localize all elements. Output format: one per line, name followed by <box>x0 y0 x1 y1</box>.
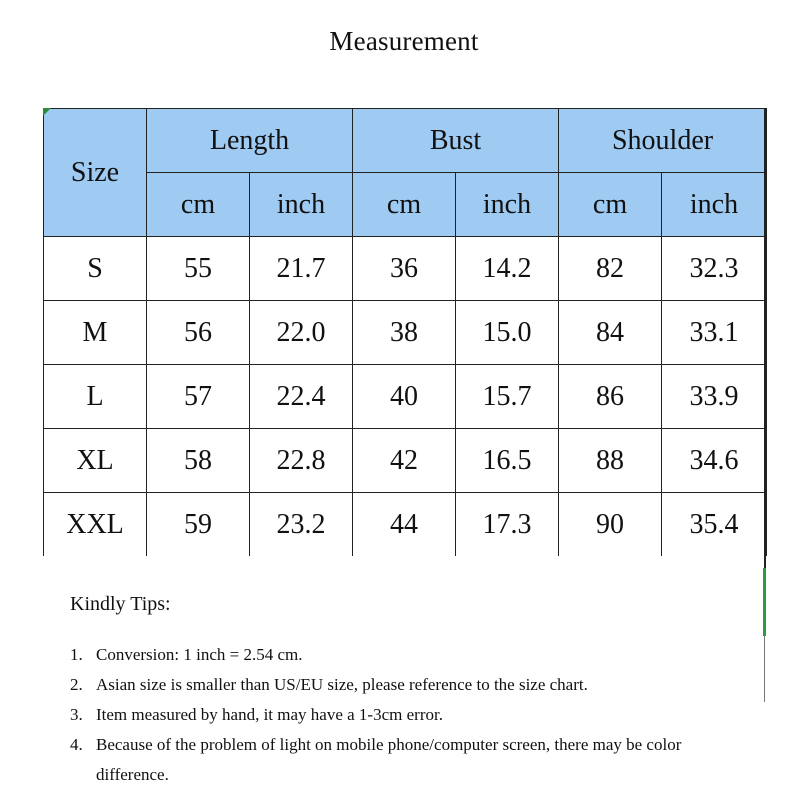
value-cell: 33.9 <box>662 365 767 429</box>
value-cell: 35.4 <box>662 493 767 557</box>
size-cell: XXL <box>44 493 147 557</box>
size-column-header: Size <box>44 109 147 237</box>
unit-header: cm <box>353 173 456 237</box>
tip-text: Conversion: 1 inch = 2.54 cm. <box>96 645 303 664</box>
corner-marker <box>43 108 51 116</box>
tip-number: 3. <box>70 705 83 724</box>
list-item <box>70 730 750 790</box>
value-cell: 88 <box>559 429 662 493</box>
value-cell: 82 <box>559 237 662 301</box>
unit-header: cm <box>559 173 662 237</box>
tips-title: Kindly Tips: <box>70 593 171 615</box>
size-cell: XL <box>44 429 147 493</box>
table-row <box>44 429 767 493</box>
table-row <box>44 493 767 557</box>
table-row <box>44 301 767 365</box>
value-cell: 36 <box>353 237 456 301</box>
list-item <box>70 670 750 700</box>
value-cell: 90 <box>559 493 662 557</box>
table-right-border <box>764 108 766 568</box>
size-chart-table <box>43 108 767 556</box>
value-cell: 23.2 <box>250 493 353 557</box>
list-item <box>70 640 750 670</box>
unit-header: inch <box>662 173 767 237</box>
value-cell: 14.2 <box>456 237 559 301</box>
value-cell: 59 <box>147 493 250 557</box>
value-cell: 21.7 <box>250 237 353 301</box>
bust-group-header: Bust <box>353 109 559 173</box>
tip-number: 1. <box>70 645 83 664</box>
value-cell: 15.7 <box>456 365 559 429</box>
size-cell: L <box>44 365 147 429</box>
value-cell: 40 <box>353 365 456 429</box>
tip-text: Item measured by hand, it may have a 1-3cm error. <box>96 705 443 724</box>
value-cell: 34.6 <box>662 429 767 493</box>
tip-number: 4. <box>70 735 83 754</box>
grey-edge-line <box>764 636 765 702</box>
unit-header: inch <box>456 173 559 237</box>
value-cell: 86 <box>559 365 662 429</box>
value-cell: 22.8 <box>250 429 353 493</box>
list-item <box>70 700 750 730</box>
value-cell: 22.4 <box>250 365 353 429</box>
value-cell: 33.1 <box>662 301 767 365</box>
table-row <box>44 365 767 429</box>
value-cell: 22.0 <box>250 301 353 365</box>
value-cell: 55 <box>147 237 250 301</box>
value-cell: 42 <box>353 429 456 493</box>
green-edge-line <box>763 568 766 636</box>
value-cell: 15.0 <box>456 301 559 365</box>
page-title: Measurement <box>329 26 479 56</box>
size-cell: M <box>44 301 147 365</box>
table-row <box>44 237 767 301</box>
shoulder-group-header: Shoulder <box>559 109 767 173</box>
value-cell: 84 <box>559 301 662 365</box>
value-cell: 58 <box>147 429 250 493</box>
unit-header: cm <box>147 173 250 237</box>
value-cell: 32.3 <box>662 237 767 301</box>
unit-header: inch <box>250 173 353 237</box>
tip-text: Asian size is smaller than US/EU size, please reference to the size chart. <box>96 675 588 694</box>
tip-text: Because of the problem of light on mobile phone/computer screen, there may be color difference. <box>96 735 682 784</box>
value-cell: 56 <box>147 301 250 365</box>
length-group-header: Length <box>147 109 353 173</box>
value-cell: 38 <box>353 301 456 365</box>
value-cell: 57 <box>147 365 250 429</box>
tip-number: 2. <box>70 675 83 694</box>
value-cell: 16.5 <box>456 429 559 493</box>
value-cell: 44 <box>353 493 456 557</box>
size-cell: S <box>44 237 147 301</box>
value-cell: 17.3 <box>456 493 559 557</box>
tips-list <box>70 640 750 790</box>
